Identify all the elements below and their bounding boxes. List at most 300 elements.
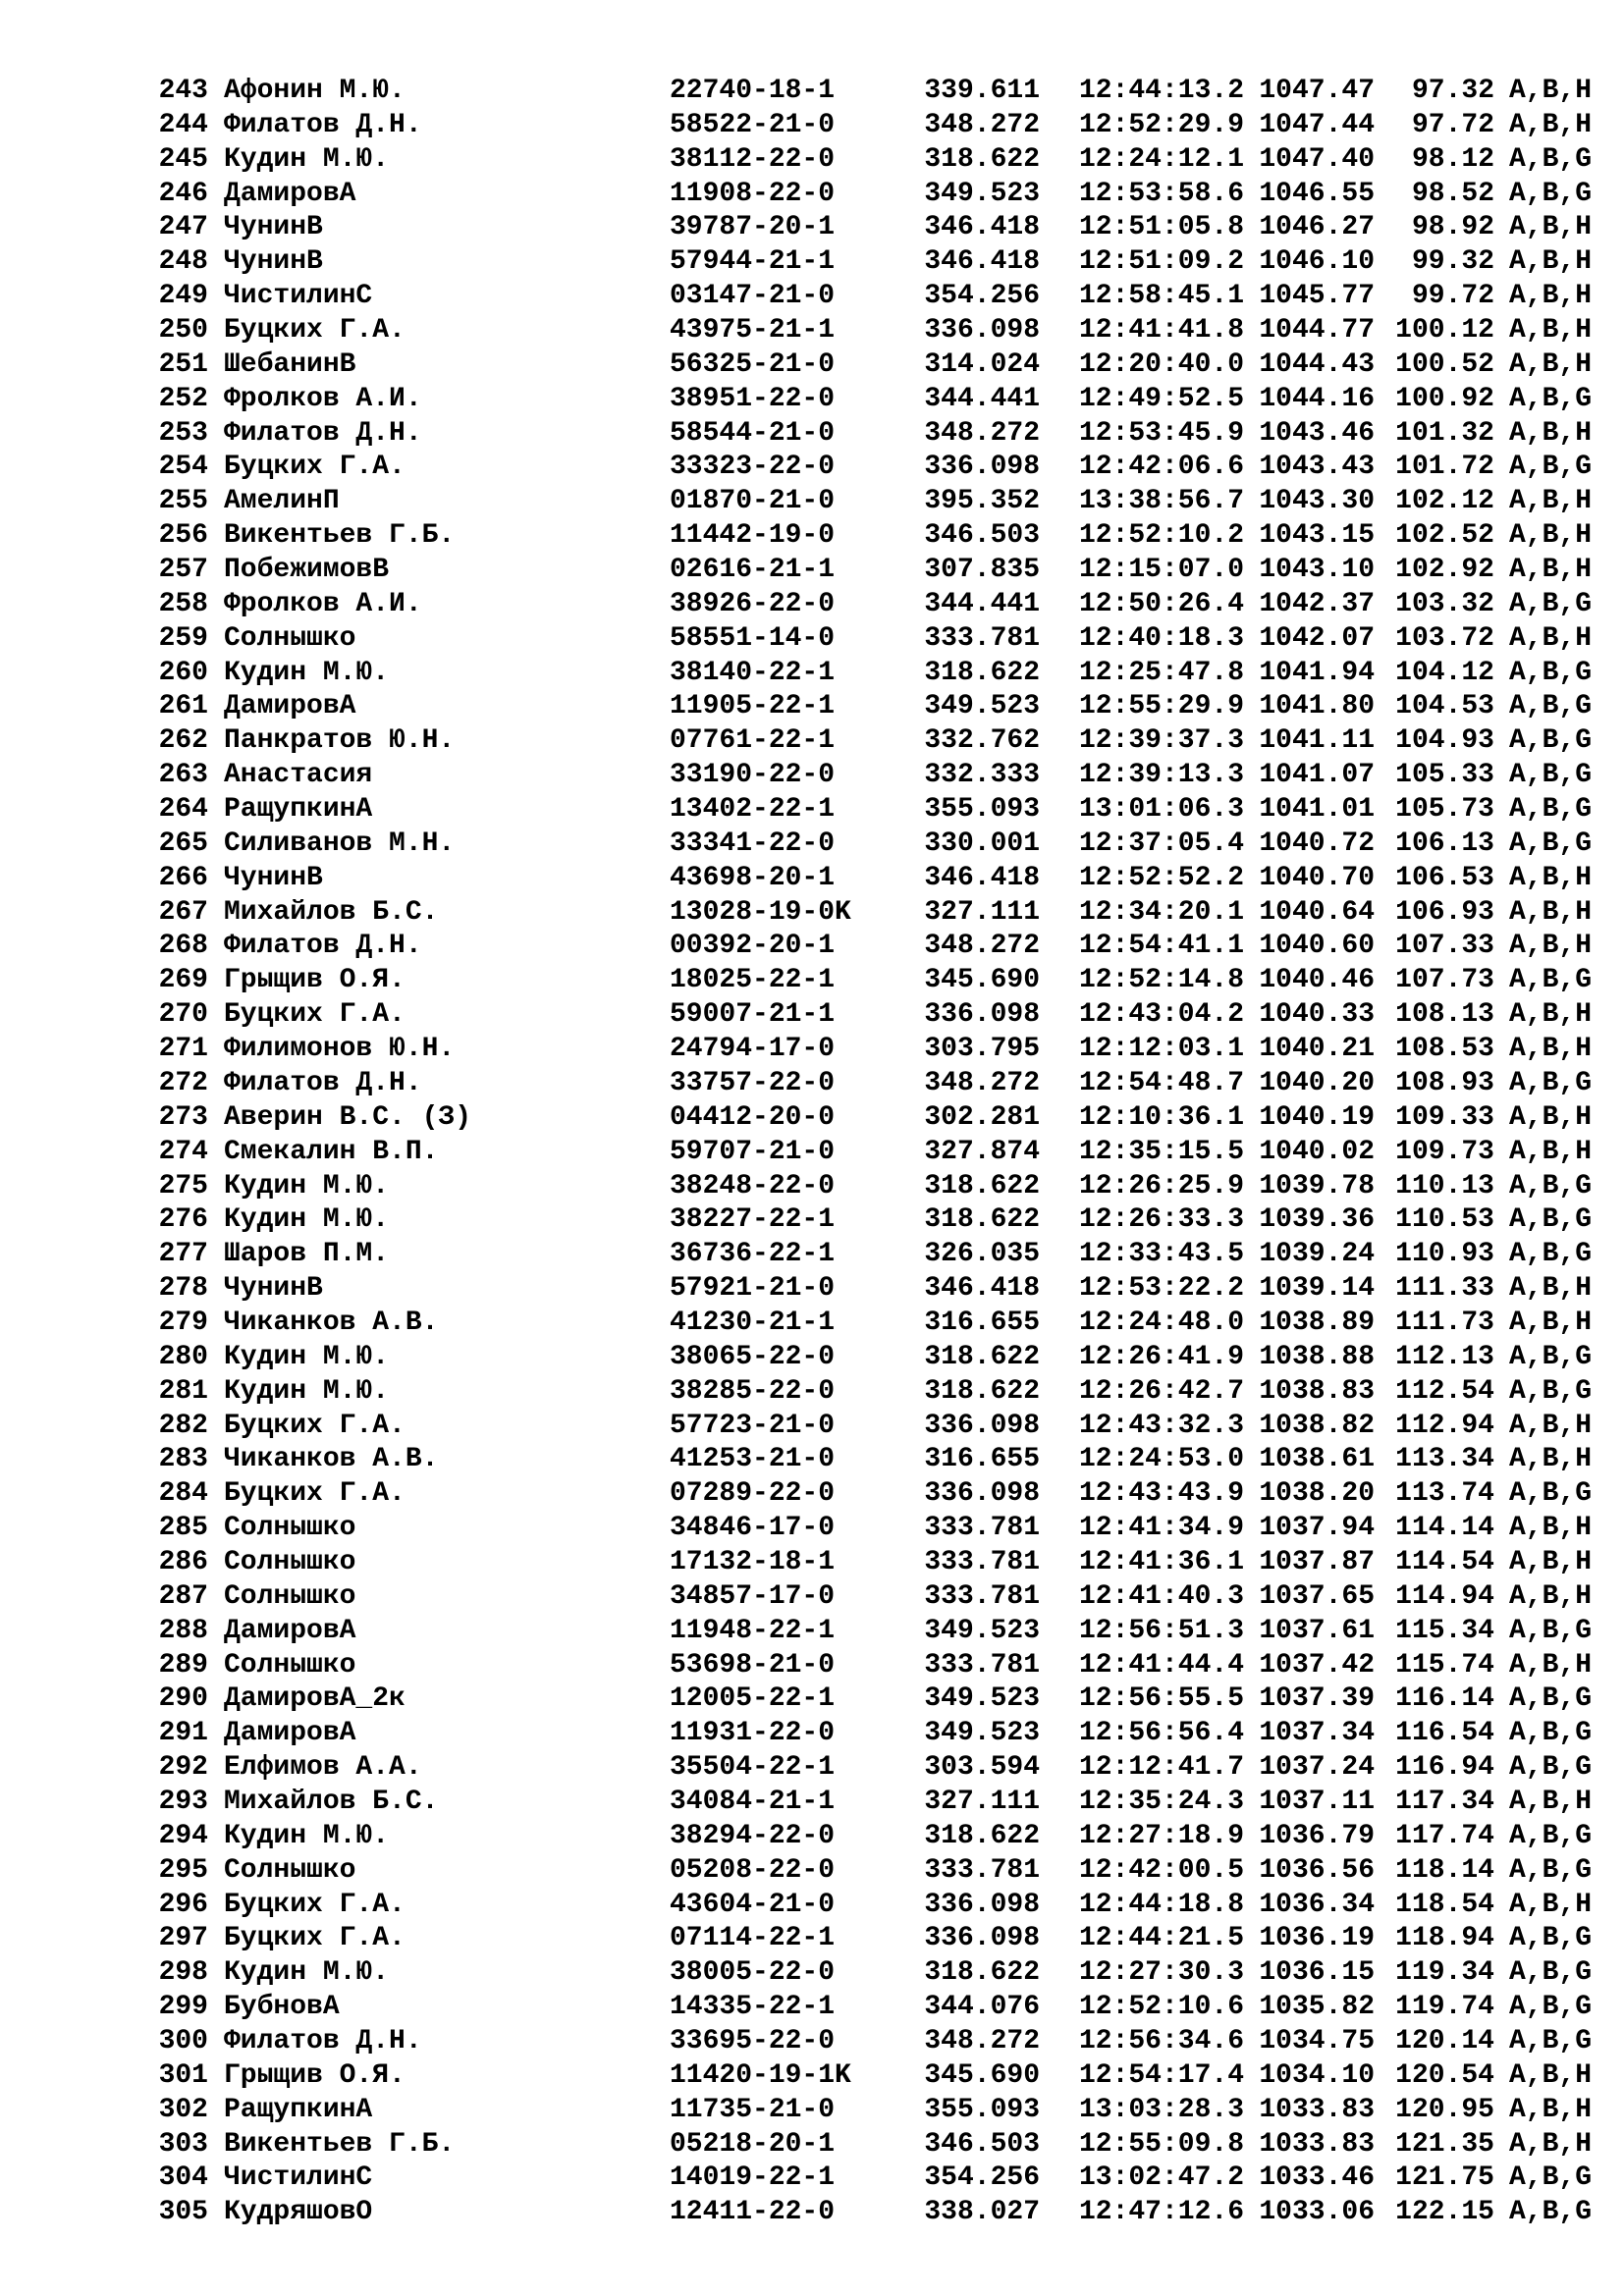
table-row — [143, 1101, 1624, 1136]
cell-speed: 1037.65 — [1259, 1580, 1375, 1612]
cell-cls: A,B,H — [1509, 1034, 1593, 1065]
cell-speed: 1046.55 — [1259, 178, 1375, 209]
cell-name: Буцких Г.А. — [224, 1478, 406, 1510]
cell-ring: 13028-19-0K — [670, 896, 851, 928]
cell-name: Филатов Д.Н. — [224, 931, 422, 962]
cell-cls: A,B,G — [1509, 1957, 1593, 1989]
cell-no: 265 — [158, 828, 208, 859]
table-row — [143, 2128, 1624, 2163]
cell-pts: 118.94 — [1395, 1923, 1494, 1954]
cell-dist: 318.622 — [924, 1204, 1040, 1236]
cell-no: 247 — [158, 212, 208, 243]
table-row — [143, 1375, 1624, 1410]
cell-pts: 117.34 — [1395, 1786, 1494, 1817]
cell-dist: 327.111 — [924, 896, 1040, 928]
cell-no: 243 — [158, 76, 208, 106]
cell-pts: 98.52 — [1411, 178, 1494, 209]
cell-cls: A,B,H — [1509, 348, 1593, 380]
cell-time: 12:51:09.2 — [1078, 246, 1244, 278]
cell-ring: 39787-20-1 — [670, 212, 836, 243]
cell-time: 12:26:33.3 — [1078, 1204, 1244, 1236]
cell-pts: 109.73 — [1395, 1136, 1494, 1167]
cell-speed: 1037.42 — [1259, 1649, 1375, 1681]
cell-ring: 02616-21-1 — [670, 555, 836, 586]
cell-speed: 1033.83 — [1259, 2094, 1375, 2125]
cell-dist: 339.611 — [924, 76, 1040, 106]
cell-time: 12:49:52.5 — [1078, 383, 1244, 414]
cell-name: Викентьев Г.Б. — [224, 2128, 456, 2160]
cell-time: 12:26:25.9 — [1078, 1170, 1244, 1201]
cell-dist: 316.655 — [924, 1444, 1040, 1475]
cell-cls: A,B,H — [1509, 1410, 1593, 1441]
cell-cls: A,B,H — [1509, 896, 1593, 928]
cell-ring: 58551-14-0 — [670, 622, 836, 654]
cell-no: 281 — [158, 1375, 208, 1407]
cell-pts: 115.34 — [1395, 1615, 1494, 1646]
cell-pts: 104.53 — [1395, 691, 1494, 722]
cell-dist: 345.690 — [924, 965, 1040, 996]
cell-time: 12:54:41.1 — [1078, 931, 1244, 962]
cell-ring: 17132-18-1 — [670, 1546, 836, 1577]
cell-speed: 1043.15 — [1259, 520, 1375, 552]
cell-ring: 14335-22-1 — [670, 1992, 836, 2023]
cell-name: ПобежимовВ — [224, 555, 390, 586]
cell-cls: A,B,G — [1509, 588, 1593, 619]
cell-pts: 104.93 — [1395, 725, 1494, 757]
table-row — [143, 1272, 1624, 1307]
cell-time: 12:52:10.2 — [1078, 520, 1244, 552]
cell-no: 274 — [158, 1136, 208, 1167]
cell-no: 275 — [158, 1170, 208, 1201]
table-row — [143, 862, 1624, 896]
cell-ring: 38140-22-1 — [670, 657, 836, 688]
table-row — [143, 793, 1624, 828]
cell-no: 301 — [158, 2059, 208, 2091]
cell-time: 12:56:56.4 — [1078, 1718, 1244, 1749]
cell-ring: 34857-17-0 — [670, 1580, 836, 1612]
table-row — [143, 348, 1624, 383]
cell-dist: 303.795 — [924, 1034, 1040, 1065]
cell-dist: 327.874 — [924, 1136, 1040, 1167]
cell-dist: 344.441 — [924, 383, 1040, 414]
cell-speed: 1047.47 — [1259, 76, 1375, 106]
cell-ring: 56325-21-0 — [670, 348, 836, 380]
cell-name: РащупкинА — [224, 794, 373, 826]
cell-cls: A,B,H — [1509, 1889, 1593, 1920]
cell-speed: 1046.27 — [1259, 212, 1375, 243]
cell-no: 256 — [158, 520, 208, 552]
cell-time: 12:41:34.9 — [1078, 1513, 1244, 1544]
cell-no: 298 — [158, 1957, 208, 1989]
cell-time: 12:53:22.2 — [1078, 1273, 1244, 1305]
cell-name: Солнышко — [224, 1854, 356, 1886]
cell-no: 244 — [158, 109, 208, 140]
cell-ring: 53698-21-0 — [670, 1649, 836, 1681]
table-row — [143, 1820, 1624, 1854]
cell-no: 253 — [158, 417, 208, 449]
cell-name: РащупкинА — [224, 2094, 373, 2125]
cell-time: 12:41:40.3 — [1078, 1580, 1244, 1612]
cell-name: Грыщив О.Я. — [224, 965, 406, 996]
cell-speed: 1034.75 — [1259, 2025, 1375, 2056]
cell-cls: A,B,H — [1509, 1546, 1593, 1577]
cell-ring: 11420-19-1K — [670, 2059, 851, 2091]
cell-speed: 1034.10 — [1259, 2059, 1375, 2091]
cell-time: 12:26:41.9 — [1078, 1341, 1244, 1372]
cell-no: 299 — [158, 1992, 208, 2023]
cell-cls: A,B,H — [1509, 999, 1593, 1031]
cell-name: Аверин В.С. (З) — [224, 1101, 472, 1133]
table-row — [143, 554, 1624, 588]
cell-ring: 41230-21-1 — [670, 1307, 836, 1338]
cell-ring: 04412-20-0 — [670, 1101, 836, 1133]
cell-name: ЧунинВ — [224, 1273, 323, 1305]
cell-speed: 1045.77 — [1259, 281, 1375, 312]
cell-no: 263 — [158, 760, 208, 791]
cell-dist: 345.690 — [924, 2059, 1040, 2091]
cell-name: Афонин М.Ю. — [224, 76, 406, 106]
cell-dist: 348.272 — [924, 2025, 1040, 2056]
cell-pts: 107.73 — [1395, 965, 1494, 996]
cell-pts: 103.32 — [1395, 588, 1494, 619]
cell-no: 302 — [158, 2094, 208, 2125]
cell-speed: 1036.15 — [1259, 1957, 1375, 1989]
cell-name: Панкратов Ю.Н. — [224, 725, 456, 757]
cell-cls: A,B,H — [1509, 417, 1593, 449]
cell-no: 248 — [158, 246, 208, 278]
table-row — [143, 109, 1624, 143]
cell-name: Кудин М.Ю. — [224, 1204, 390, 1236]
cell-time: 12:42:00.5 — [1078, 1854, 1244, 1886]
cell-speed: 1039.24 — [1259, 1239, 1375, 1270]
cell-ring: 43698-20-1 — [670, 862, 836, 893]
cell-name: Чиканков А.В. — [224, 1444, 439, 1475]
cell-ring: 12411-22-0 — [670, 2197, 836, 2228]
cell-speed: 1043.10 — [1259, 555, 1375, 586]
table-row — [143, 998, 1624, 1033]
cell-dist: 333.781 — [924, 1649, 1040, 1681]
cell-speed: 1040.46 — [1259, 965, 1375, 996]
cell-time: 12:41:41.8 — [1078, 315, 1244, 347]
cell-dist: 348.272 — [924, 1067, 1040, 1098]
cell-pts: 100.92 — [1395, 383, 1494, 414]
table-row — [143, 451, 1624, 485]
cell-no: 295 — [158, 1854, 208, 1886]
cell-ring: 38112-22-0 — [670, 143, 836, 175]
cell-dist: 326.035 — [924, 1239, 1040, 1270]
cell-ring: 33695-22-0 — [670, 2025, 836, 2056]
results-table — [143, 75, 1624, 2230]
cell-cls: A,B,G — [1509, 965, 1593, 996]
cell-ring: 18025-22-1 — [670, 965, 836, 996]
cell-speed: 1033.46 — [1259, 2163, 1375, 2194]
cell-dist: 346.418 — [924, 862, 1040, 893]
cell-dist: 354.256 — [924, 281, 1040, 312]
cell-cls: A,B,H — [1509, 622, 1593, 654]
cell-time: 12:24:48.0 — [1078, 1307, 1244, 1338]
cell-dist: 318.622 — [924, 1375, 1040, 1407]
cell-dist: 318.622 — [924, 1170, 1040, 1201]
cell-ring: 38294-22-0 — [670, 1820, 836, 1851]
cell-ring: 01870-21-0 — [670, 486, 836, 517]
cell-speed: 1036.56 — [1259, 1854, 1375, 1886]
cell-time: 12:12:41.7 — [1078, 1752, 1244, 1784]
cell-cls: A,B,G — [1509, 1923, 1593, 1954]
table-row — [143, 1751, 1624, 1786]
cell-no: 262 — [158, 725, 208, 757]
table-row — [143, 245, 1624, 280]
cell-name: ДамировА — [224, 1718, 356, 1749]
cell-ring: 33190-22-0 — [670, 760, 836, 791]
cell-name: Солнышко — [224, 1580, 356, 1612]
cell-name: Филатов Д.Н. — [224, 1067, 422, 1098]
cell-pts: 112.13 — [1395, 1341, 1494, 1372]
cell-pts: 106.93 — [1395, 896, 1494, 928]
cell-speed: 1037.61 — [1259, 1615, 1375, 1646]
cell-time: 12:39:13.3 — [1078, 760, 1244, 791]
cell-name: ЧистилинС — [224, 2163, 373, 2194]
cell-speed: 1044.16 — [1259, 383, 1375, 414]
cell-ring: 34846-17-0 — [670, 1513, 836, 1544]
cell-dist: 333.781 — [924, 1580, 1040, 1612]
cell-dist: 307.835 — [924, 555, 1040, 586]
cell-speed: 1037.24 — [1259, 1752, 1375, 1784]
cell-name: Михайлов Б.С. — [224, 1786, 439, 1817]
table-row — [143, 280, 1624, 314]
cell-dist: 333.781 — [924, 622, 1040, 654]
cell-speed: 1039.36 — [1259, 1204, 1375, 1236]
table-row — [143, 485, 1624, 519]
cell-no: 292 — [158, 1752, 208, 1784]
table-row — [143, 1307, 1624, 1341]
cell-speed: 1044.43 — [1259, 348, 1375, 380]
cell-cls: A,B,H — [1509, 246, 1593, 278]
cell-cls: A,B,G — [1509, 1375, 1593, 1407]
cell-name: Солнышко — [224, 1546, 356, 1577]
table-row — [143, 178, 1624, 212]
table-row — [143, 828, 1624, 862]
cell-ring: 11931-22-0 — [670, 1718, 836, 1749]
cell-cls: A,B,G — [1509, 1752, 1593, 1784]
cell-pts: 108.13 — [1395, 999, 1494, 1031]
cell-ring: 11442-19-0 — [670, 520, 836, 552]
table-row — [143, 2162, 1624, 2196]
cell-no: 300 — [158, 2025, 208, 2056]
cell-speed: 1038.61 — [1259, 1444, 1375, 1475]
cell-no: 254 — [158, 452, 208, 483]
cell-dist: 333.781 — [924, 1513, 1040, 1544]
cell-time: 12:55:29.9 — [1078, 691, 1244, 722]
cell-ring: 22740-18-1 — [670, 76, 836, 106]
cell-cls: A,B,H — [1509, 109, 1593, 140]
cell-dist: 346.418 — [924, 212, 1040, 243]
cell-ring: 59707-21-0 — [670, 1136, 836, 1167]
cell-dist: 348.272 — [924, 417, 1040, 449]
cell-no: 280 — [158, 1341, 208, 1372]
cell-cls: A,B,G — [1509, 1341, 1593, 1372]
cell-no: 291 — [158, 1718, 208, 1749]
cell-no: 267 — [158, 896, 208, 928]
cell-ring: 07761-22-1 — [670, 725, 836, 757]
table-row — [143, 1512, 1624, 1546]
cell-ring: 38005-22-0 — [670, 1957, 836, 1989]
cell-pts: 116.54 — [1395, 1718, 1494, 1749]
cell-pts: 102.52 — [1395, 520, 1494, 552]
cell-dist: 395.352 — [924, 486, 1040, 517]
cell-dist: 318.622 — [924, 657, 1040, 688]
cell-ring: 38285-22-0 — [670, 1375, 836, 1407]
cell-cls: A,B,H — [1509, 1786, 1593, 1817]
cell-name: БубновА — [224, 1992, 340, 2023]
table-row — [143, 519, 1624, 554]
cell-dist: 348.272 — [924, 109, 1040, 140]
cell-cls: A,B,G — [1509, 1170, 1593, 1201]
cell-ring: 33323-22-0 — [670, 452, 836, 483]
table-row — [143, 1615, 1624, 1649]
cell-pts: 118.14 — [1395, 1854, 1494, 1886]
cell-pts: 97.32 — [1411, 76, 1494, 106]
cell-speed: 1037.34 — [1259, 1718, 1375, 1749]
cell-cls: A,B,G — [1509, 452, 1593, 483]
cell-ring: 41253-21-0 — [670, 1444, 836, 1475]
cell-dist: 355.093 — [924, 2094, 1040, 2125]
cell-dist: 346.418 — [924, 246, 1040, 278]
cell-speed: 1041.01 — [1259, 794, 1375, 826]
cell-no: 245 — [158, 143, 208, 175]
cell-pts: 114.14 — [1395, 1513, 1494, 1544]
cell-name: Смекалин В.П. — [224, 1136, 439, 1167]
table-row — [143, 2025, 1624, 2059]
cell-no: 284 — [158, 1478, 208, 1510]
cell-time: 13:01:06.3 — [1078, 794, 1244, 826]
cell-name: ЧистилинС — [224, 281, 373, 312]
cell-pts: 120.54 — [1395, 2059, 1494, 2091]
cell-time: 12:25:47.8 — [1078, 657, 1244, 688]
cell-no: 303 — [158, 2128, 208, 2160]
cell-time: 12:53:45.9 — [1078, 417, 1244, 449]
cell-cls: A,B,H — [1509, 1273, 1593, 1305]
table-row — [143, 1067, 1624, 1101]
cell-cls: A,B,G — [1509, 1718, 1593, 1749]
cell-name: Грыщив О.Я. — [224, 2059, 406, 2091]
cell-cls: A,B,G — [1509, 2163, 1593, 2194]
cell-no: 286 — [158, 1546, 208, 1577]
cell-time: 12:55:09.8 — [1078, 2128, 1244, 2160]
cell-cls: A,B,G — [1509, 1820, 1593, 1851]
cell-name: ДамировА — [224, 691, 356, 722]
cell-no: 270 — [158, 999, 208, 1031]
cell-time: 12:20:40.0 — [1078, 348, 1244, 380]
cell-no: 268 — [158, 931, 208, 962]
cell-time: 12:54:48.7 — [1078, 1067, 1244, 1098]
cell-no: 279 — [158, 1307, 208, 1338]
cell-cls: A,B,H — [1509, 931, 1593, 962]
cell-pts: 113.74 — [1395, 1478, 1494, 1510]
cell-dist: 318.622 — [924, 1341, 1040, 1372]
cell-time: 12:52:52.2 — [1078, 862, 1244, 893]
cell-speed: 1040.64 — [1259, 896, 1375, 928]
cell-time: 12:24:53.0 — [1078, 1444, 1244, 1475]
table-row — [143, 1922, 1624, 1956]
cell-cls: A,B,G — [1509, 1478, 1593, 1510]
cell-cls: A,B,H — [1509, 212, 1593, 243]
cell-speed: 1037.94 — [1259, 1513, 1375, 1544]
cell-name: ЧунинВ — [224, 246, 323, 278]
cell-pts: 122.15 — [1395, 2197, 1494, 2228]
cell-name: Солнышко — [224, 1649, 356, 1681]
cell-cls: A,B,H — [1509, 2059, 1593, 2091]
cell-dist: 336.098 — [924, 1410, 1040, 1441]
cell-no: 260 — [158, 657, 208, 688]
cell-pts: 114.54 — [1395, 1546, 1494, 1577]
cell-speed: 1040.60 — [1259, 931, 1375, 962]
cell-dist: 349.523 — [924, 1718, 1040, 1749]
cell-speed: 1041.11 — [1259, 725, 1375, 757]
cell-pts: 113.34 — [1395, 1444, 1494, 1475]
cell-speed: 1040.33 — [1259, 999, 1375, 1031]
cell-cls: A,B,G — [1509, 383, 1593, 414]
cell-ring: 43604-21-0 — [670, 1889, 836, 1920]
cell-time: 12:44:13.2 — [1078, 76, 1244, 106]
cell-speed: 1041.07 — [1259, 760, 1375, 791]
cell-time: 13:03:28.3 — [1078, 2094, 1244, 2125]
cell-pts: 120.95 — [1395, 2094, 1494, 2125]
cell-no: 271 — [158, 1034, 208, 1065]
cell-ring: 57944-21-1 — [670, 246, 836, 278]
cell-speed: 1041.80 — [1259, 691, 1375, 722]
cell-no: 276 — [158, 1204, 208, 1236]
cell-time: 12:52:29.9 — [1078, 109, 1244, 140]
cell-time: 12:42:06.6 — [1078, 452, 1244, 483]
cell-time: 12:50:26.4 — [1078, 588, 1244, 619]
cell-speed: 1044.77 — [1259, 315, 1375, 347]
cell-ring: 38926-22-0 — [670, 588, 836, 619]
cell-pts: 116.14 — [1395, 1683, 1494, 1715]
table-row — [143, 896, 1624, 931]
cell-time: 12:33:43.5 — [1078, 1239, 1244, 1270]
cell-dist: 346.418 — [924, 1273, 1040, 1305]
cell-speed: 1043.43 — [1259, 452, 1375, 483]
cell-time: 12:34:20.1 — [1078, 896, 1244, 928]
cell-no: 246 — [158, 178, 208, 209]
cell-ring: 59007-21-1 — [670, 999, 836, 1031]
cell-time: 12:47:12.6 — [1078, 2197, 1244, 2228]
cell-name: Чиканков А.В. — [224, 1307, 439, 1338]
cell-time: 12:27:30.3 — [1078, 1957, 1244, 1989]
cell-cls: A,B,G — [1509, 2025, 1593, 2056]
cell-speed: 1040.19 — [1259, 1101, 1375, 1133]
cell-no: 282 — [158, 1410, 208, 1441]
cell-pts: 111.73 — [1395, 1307, 1494, 1338]
cell-time: 12:40:18.3 — [1078, 622, 1244, 654]
cell-time: 12:52:10.6 — [1078, 1992, 1244, 2023]
cell-name: Буцких Г.А. — [224, 1889, 406, 1920]
cell-ring: 24794-17-0 — [670, 1034, 836, 1065]
cell-cls: A,B,H — [1509, 555, 1593, 586]
cell-cls: A,B,H — [1509, 315, 1593, 347]
cell-cls: A,B,G — [1509, 657, 1593, 688]
table-row — [143, 1410, 1624, 1444]
cell-no: 252 — [158, 383, 208, 414]
cell-no: 283 — [158, 1444, 208, 1475]
cell-speed: 1037.39 — [1259, 1683, 1375, 1715]
table-row — [143, 1477, 1624, 1512]
table-row — [143, 2059, 1624, 2094]
cell-speed: 1037.87 — [1259, 1546, 1375, 1577]
cell-pts: 100.12 — [1395, 315, 1494, 347]
cell-dist: 346.503 — [924, 2128, 1040, 2160]
cell-name: Кудин М.Ю. — [224, 143, 390, 175]
